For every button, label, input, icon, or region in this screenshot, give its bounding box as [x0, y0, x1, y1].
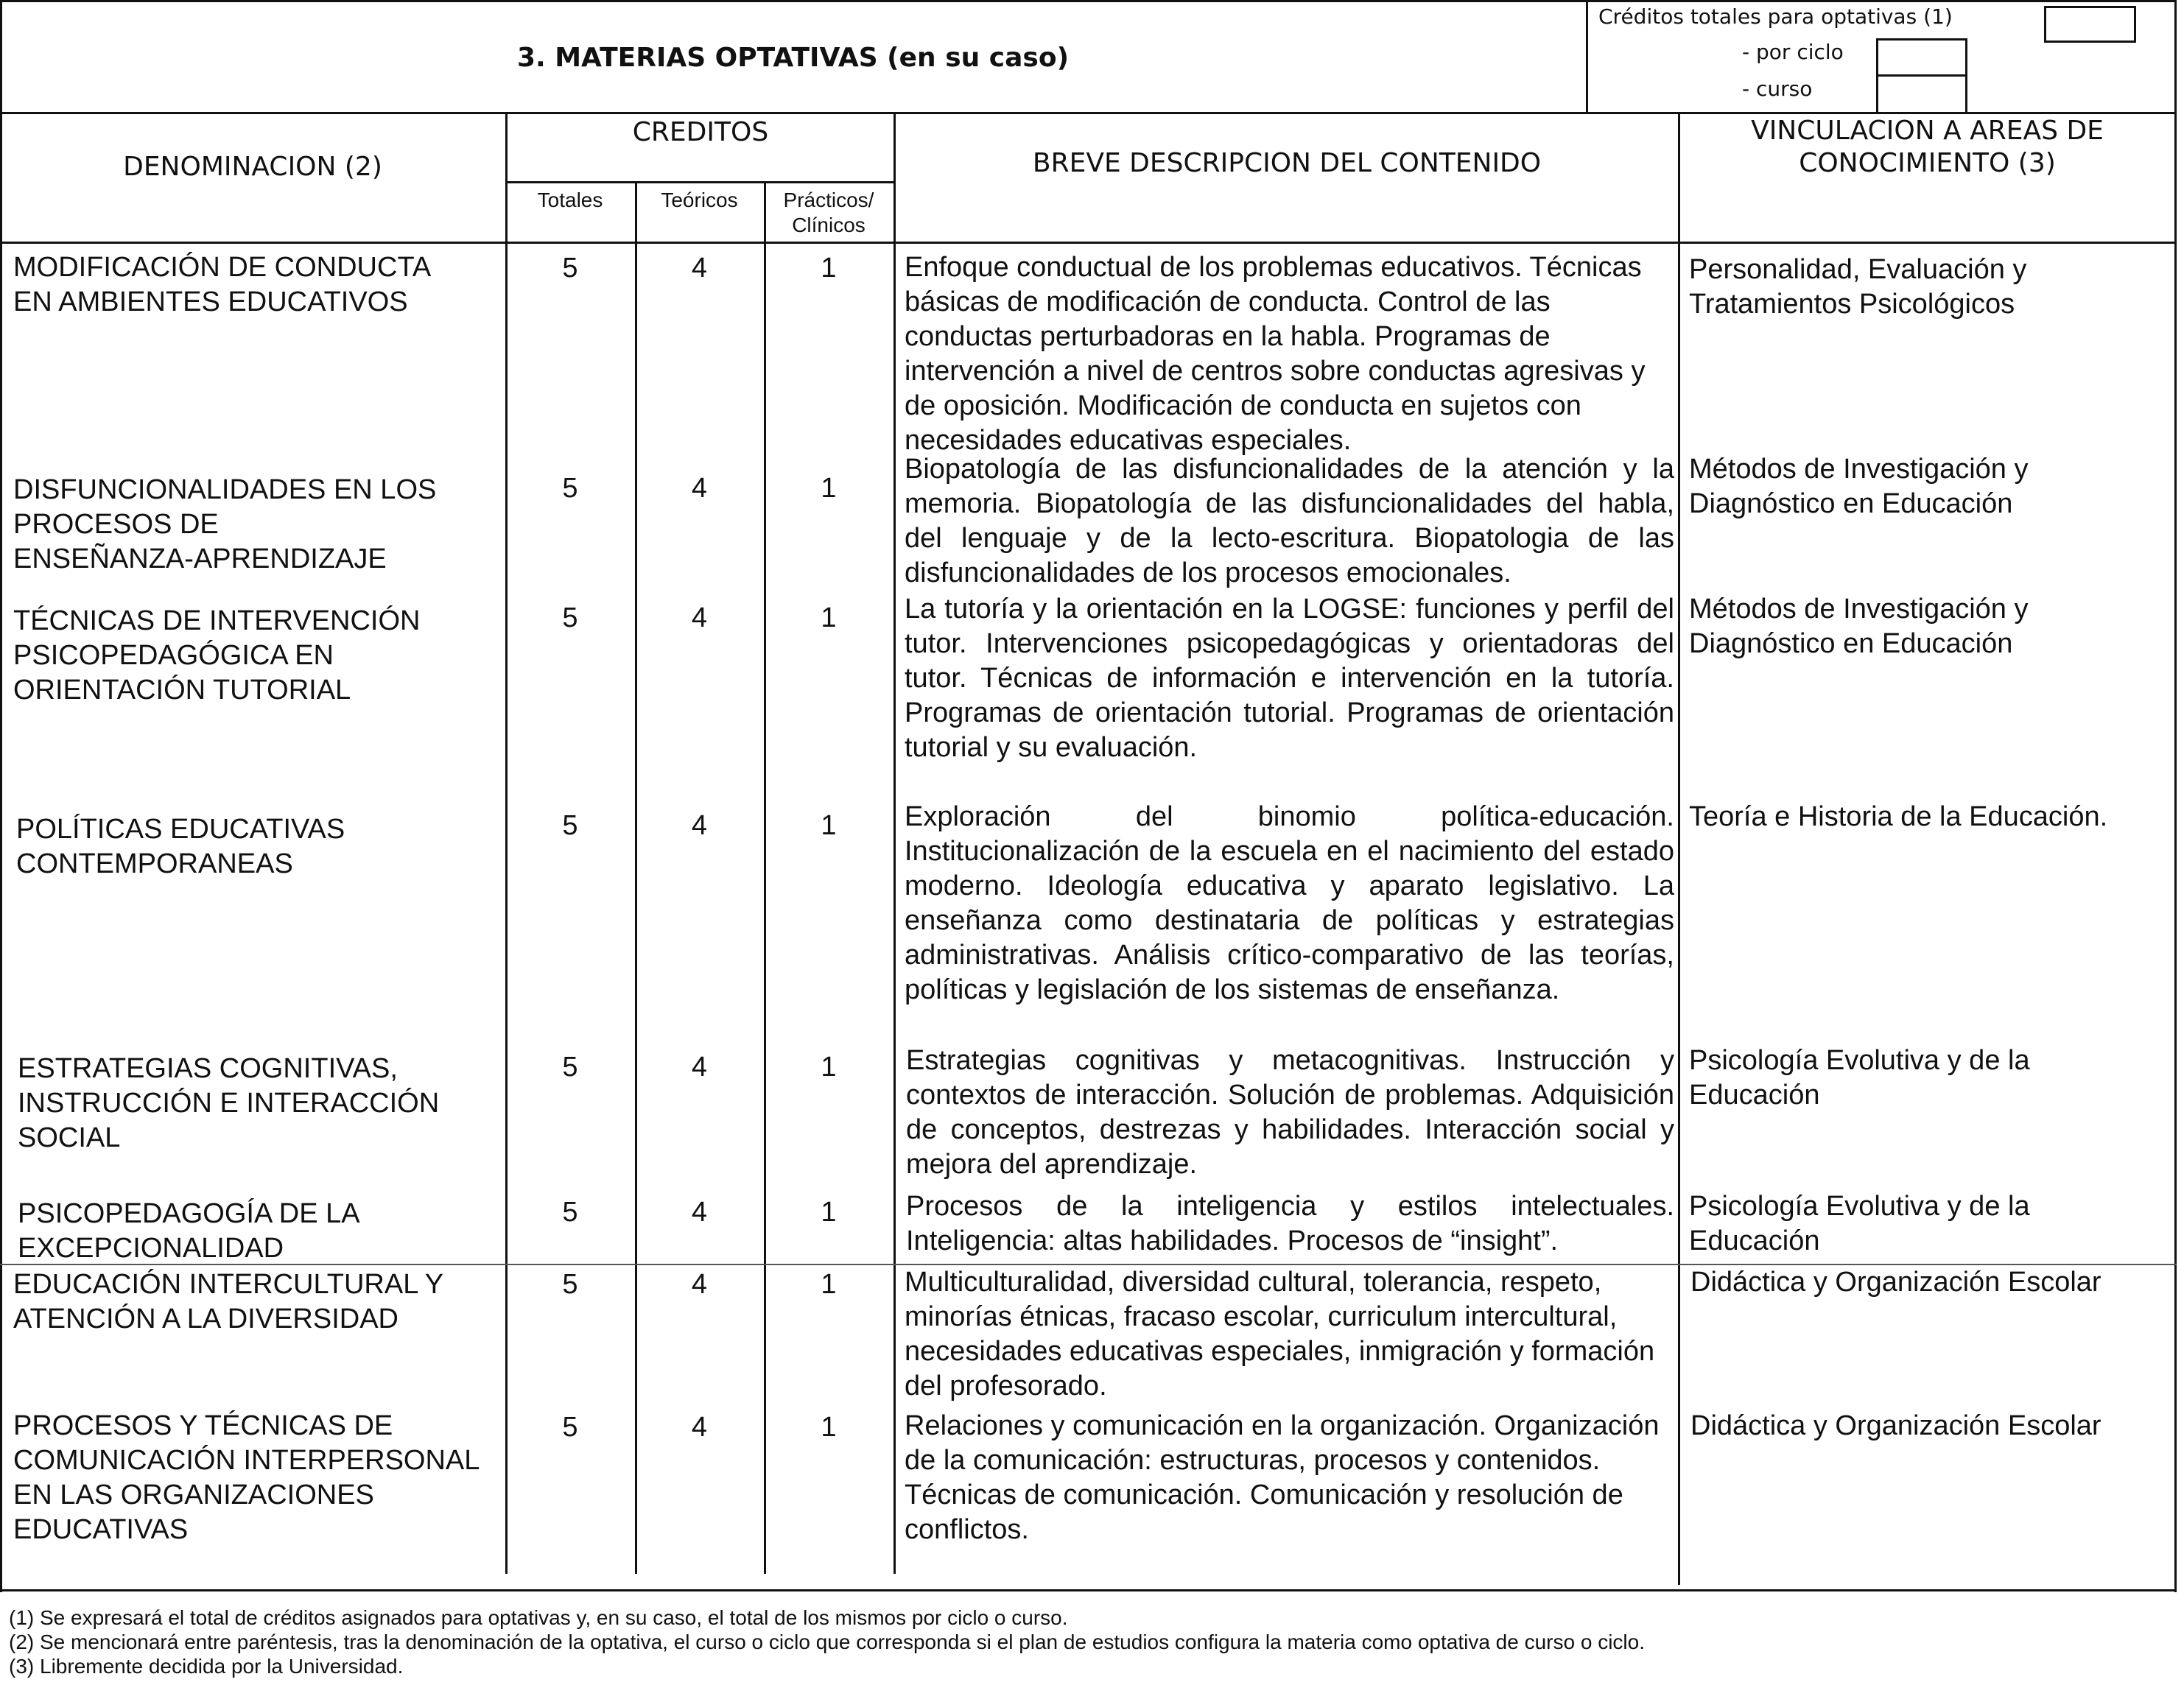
table-row-2-name: [13, 473, 499, 577]
table-row-7-name: [13, 1267, 499, 1337]
row-5-name-line1: ESTRATEGIAS COGNITIVAS,: [18, 1053, 398, 1084]
row-8-teoricos: 4: [691, 1412, 708, 1443]
row-1-name-line1: MODIFICACIÓN DE CONDUCTA: [13, 252, 432, 283]
col-header-denominacion: DENOMINACION (2): [123, 152, 382, 182]
row-3-area: Métodos de Investigación y Diagnóstico en Educación: [1689, 594, 2029, 659]
row-3-totales: 5: [562, 602, 578, 633]
header-credits-divider: [1586, 0, 1588, 114]
curso-box: [1876, 74, 1967, 114]
row-8-name-line4: EDUCATIVAS: [13, 1514, 189, 1545]
row-2-teoricos: 4: [691, 473, 708, 504]
header-top-border: [0, 0, 2177, 2]
col-header-vinculacion-line2: CONOCIMIENTO (3): [1799, 148, 2056, 178]
table-row-8-name: [13, 1409, 499, 1547]
col-header-practicos-line2: Clínicos: [792, 214, 865, 236]
row-2-name-line2: PROCESOS DE: [13, 509, 219, 540]
row-3-practicos: 1: [821, 602, 837, 633]
row-3-name-line1: TÉCNICAS DE INTERVENCIÓN: [13, 605, 421, 636]
row-6-name-line1: PSICOPEDAGOGÍA DE LA: [18, 1198, 360, 1229]
row-1-area: Personalidad, Evaluación y Tratamientos Psicológicos: [1689, 254, 2027, 320]
row-7-teoricos: 4: [691, 1269, 708, 1300]
row-6-totales: 5: [562, 1197, 578, 1228]
credits-total-label: Créditos totales para optativas (1): [1598, 4, 1953, 29]
header-bottom-border: [0, 112, 2177, 114]
row-2-area: Métodos de Investigación y Diagnóstico en Educación: [1689, 454, 2029, 519]
row-5-name-line3: SOCIAL: [18, 1122, 121, 1153]
creditos-sub-divider: [505, 181, 896, 183]
row-1-name-line2: EN AMBIENTES EDUCATIVOS: [13, 286, 408, 317]
row-6-teoricos: 4: [691, 1197, 708, 1228]
footnotes: [9, 1605, 2145, 1678]
row-7-name-line2: ATENCIÓN A LA DIVERSIDAD: [13, 1304, 399, 1334]
col-header-teoricos: Teóricos: [661, 189, 738, 211]
col-header-vinculacion-line1: VINCULACION A AREAS DE: [1751, 116, 2104, 146]
row-1-practicos: 1: [821, 253, 837, 284]
row-3-name-line3: ORIENTACIÓN TUTORIAL: [13, 675, 351, 706]
table-row-6-name: [18, 1197, 504, 1266]
row-4-description: Exploración del binomio política-educación. Institucionalización de la escuela en el nacimiento del estado moderno. Ideología educativa y aparato legislativo. La enseñanza como destinataria de políticas y estrategias administrativas. Análisis crítico-comparativo de las teorías, políticas y legislación de los sistemas de enseñanza.: [905, 801, 1674, 1005]
row-7-description: Multiculturalidad, diversidad cultural, tolerancia, respeto, minorías étnicas, fracaso escolar, curriculum intercultural, necesidades educativas especiales, inmigración y formación del profesorado.: [905, 1267, 1655, 1401]
footnote-3: (3) Libremente decidida por la Universidad.: [9, 1655, 404, 1678]
header-right-border: [2174, 0, 2177, 114]
row-5-description: Estrategias cognitivas y metacognitivas. Instrucción y contextos de interacción. Solución de problemas. Adquisición de conceptos, destrezas y habilidades. Interacción social y mejora del aprendizaje.: [906, 1045, 1674, 1180]
col-header-creditos: CREDITOS: [632, 117, 769, 147]
row-1-teoricos: 4: [691, 253, 708, 284]
col-divider-name: [505, 112, 508, 1574]
row-3-description: La tutoría y la orientación en la LOGSE: funciones y perfil del tutor. Intervenciones psicopedagógicas y orientadoras del tutor. Técnicas de información e intervención en la tutoría. Programas de orientación tutorial. Programas de orientación tutorial y su evaluación.: [905, 594, 1674, 763]
table-row-3-name: [13, 604, 499, 708]
row-4-totales: 5: [562, 810, 578, 841]
row-4-teoricos: 4: [691, 810, 708, 841]
row-5-totales: 5: [562, 1052, 578, 1083]
row-7-practicos: 1: [821, 1269, 837, 1300]
header-left-border: [0, 0, 2, 1592]
row-5-area: Psicología Evolutiva y de la Educación: [1689, 1045, 2030, 1111]
col-header-descripcion: BREVE DESCRIPCION DEL CONTENIDO: [1032, 148, 1542, 178]
row-2-name-line3: ENSEÑANZA-APRENDIZAJE: [13, 544, 387, 574]
row-3-name-line2: PSICOPEDAGÓGICA EN: [13, 640, 334, 671]
column-header-bottom: [0, 242, 2177, 244]
row-5-teoricos: 4: [691, 1052, 708, 1083]
col-header-practicos-line1: Prácticos/: [783, 189, 874, 211]
row-2-totales: 5: [562, 473, 578, 504]
row-3-teoricos: 4: [691, 602, 708, 633]
col-header-vinculacion: [1680, 115, 2174, 180]
row-2-description: Biopatología de las disfuncionalidades de la atención y la memoria. Biopatología de las disfuncionalidades del habla, del lenguaje y de la lecto-escritura. Biopatologia de las disfuncionalidades de los procesos emocionales.: [905, 454, 1674, 588]
col-divider-desc: [1678, 112, 1680, 1585]
row-2-name-line1: DISFUNCIONALIDADES EN LOS: [13, 474, 437, 505]
por-ciclo-box: [1876, 38, 1967, 77]
row-7-totales: 5: [562, 1269, 578, 1300]
row-1-totales: 5: [562, 253, 578, 284]
row-5-name-line2: INSTRUCCIÓN E INTERACCIÓN: [18, 1088, 440, 1119]
row-8-name-line1: PROCESOS Y TÉCNICAS DE: [13, 1410, 393, 1441]
col-divider-teoricos: [764, 183, 766, 1574]
row-7-name-line1: EDUCACIÓN INTERCULTURAL Y: [13, 1269, 444, 1300]
footnote-1: (1) Se expresará el total de créditos asignados para optativas y, en su caso, el total de los mismos por ciclo o curso.: [9, 1606, 1068, 1629]
row-6-description: Procesos de la inteligencia y estilos intelectuales. Inteligencia: altas habilidades. Procesos de “insight”.: [906, 1191, 1674, 1256]
col-divider-totales: [635, 183, 637, 1574]
row-6-name-line2: EXCEPCIONALIDAD: [18, 1233, 284, 1264]
row-1-description: Enfoque conductual de los problemas educativos. Técnicas básicas de modificación de conducta. Control de las conductas perturbadoras en la habla. Programas de intervención a nivel de centros sobre conductas agresivas y de oposición. Modificación de conducta en sujetos con necesidades educativas especiales.: [905, 252, 1646, 456]
row-4-name-line2: CONTEMPORANEAS: [16, 848, 293, 879]
row-4-name-line1: POLÍTICAS EDUCATIVAS: [16, 814, 345, 845]
table-bottom-border: [0, 1589, 2177, 1591]
credits-total-box: [2044, 6, 2136, 43]
row-8-name-line3: EN LAS ORGANIZACIONES: [13, 1480, 374, 1510]
row-2-practicos: 1: [821, 473, 837, 504]
row-6-practicos: 1: [821, 1197, 837, 1228]
row-8-totales: 5: [562, 1412, 578, 1443]
table-row-5-name: [18, 1052, 504, 1155]
curso-label: - curso: [1742, 77, 1813, 101]
por-ciclo-label: - por ciclo: [1742, 40, 1844, 64]
col-header-totales: Totales: [537, 189, 603, 211]
table-row-4-name: [16, 812, 502, 882]
row-8-description: Relaciones y comunicación en la organización. Organización de la comunicación: estructuras, procesos y contenidos. Técnicas de comunicación. Comunicación y resolución de conflictos.: [905, 1410, 1660, 1545]
row-7-area: Didáctica y Organización Escolar: [1690, 1267, 2102, 1298]
col-header-practicos: [764, 188, 893, 238]
row-4-practicos: 1: [821, 810, 837, 841]
page-title: 3. MATERIAS OPTATIVAS (en su caso): [516, 43, 1070, 73]
row-8-area: Didáctica y Organización Escolar: [1690, 1410, 2102, 1441]
row-8-name-line2: COMUNICACIÓN INTERPERSONAL: [13, 1445, 480, 1476]
col-divider-practicos: [893, 112, 896, 1574]
row-6-area: Psicología Evolutiva y de la Educación: [1689, 1191, 2030, 1256]
row-5-practicos: 1: [821, 1052, 837, 1083]
table-row-1-name: [13, 250, 499, 320]
row-4-area: Teoría e Historia de la Educación.: [1689, 801, 2108, 832]
footnote-2: (2) Se mencionará entre paréntesis, tras la denominación de la optativa, el curso o ciclo que corresponda si el plan de estudios configura la materia como optativa de curso o ciclo.: [9, 1631, 1645, 1653]
table-right-border: [2174, 112, 2177, 1592]
row-8-practicos: 1: [821, 1412, 837, 1443]
